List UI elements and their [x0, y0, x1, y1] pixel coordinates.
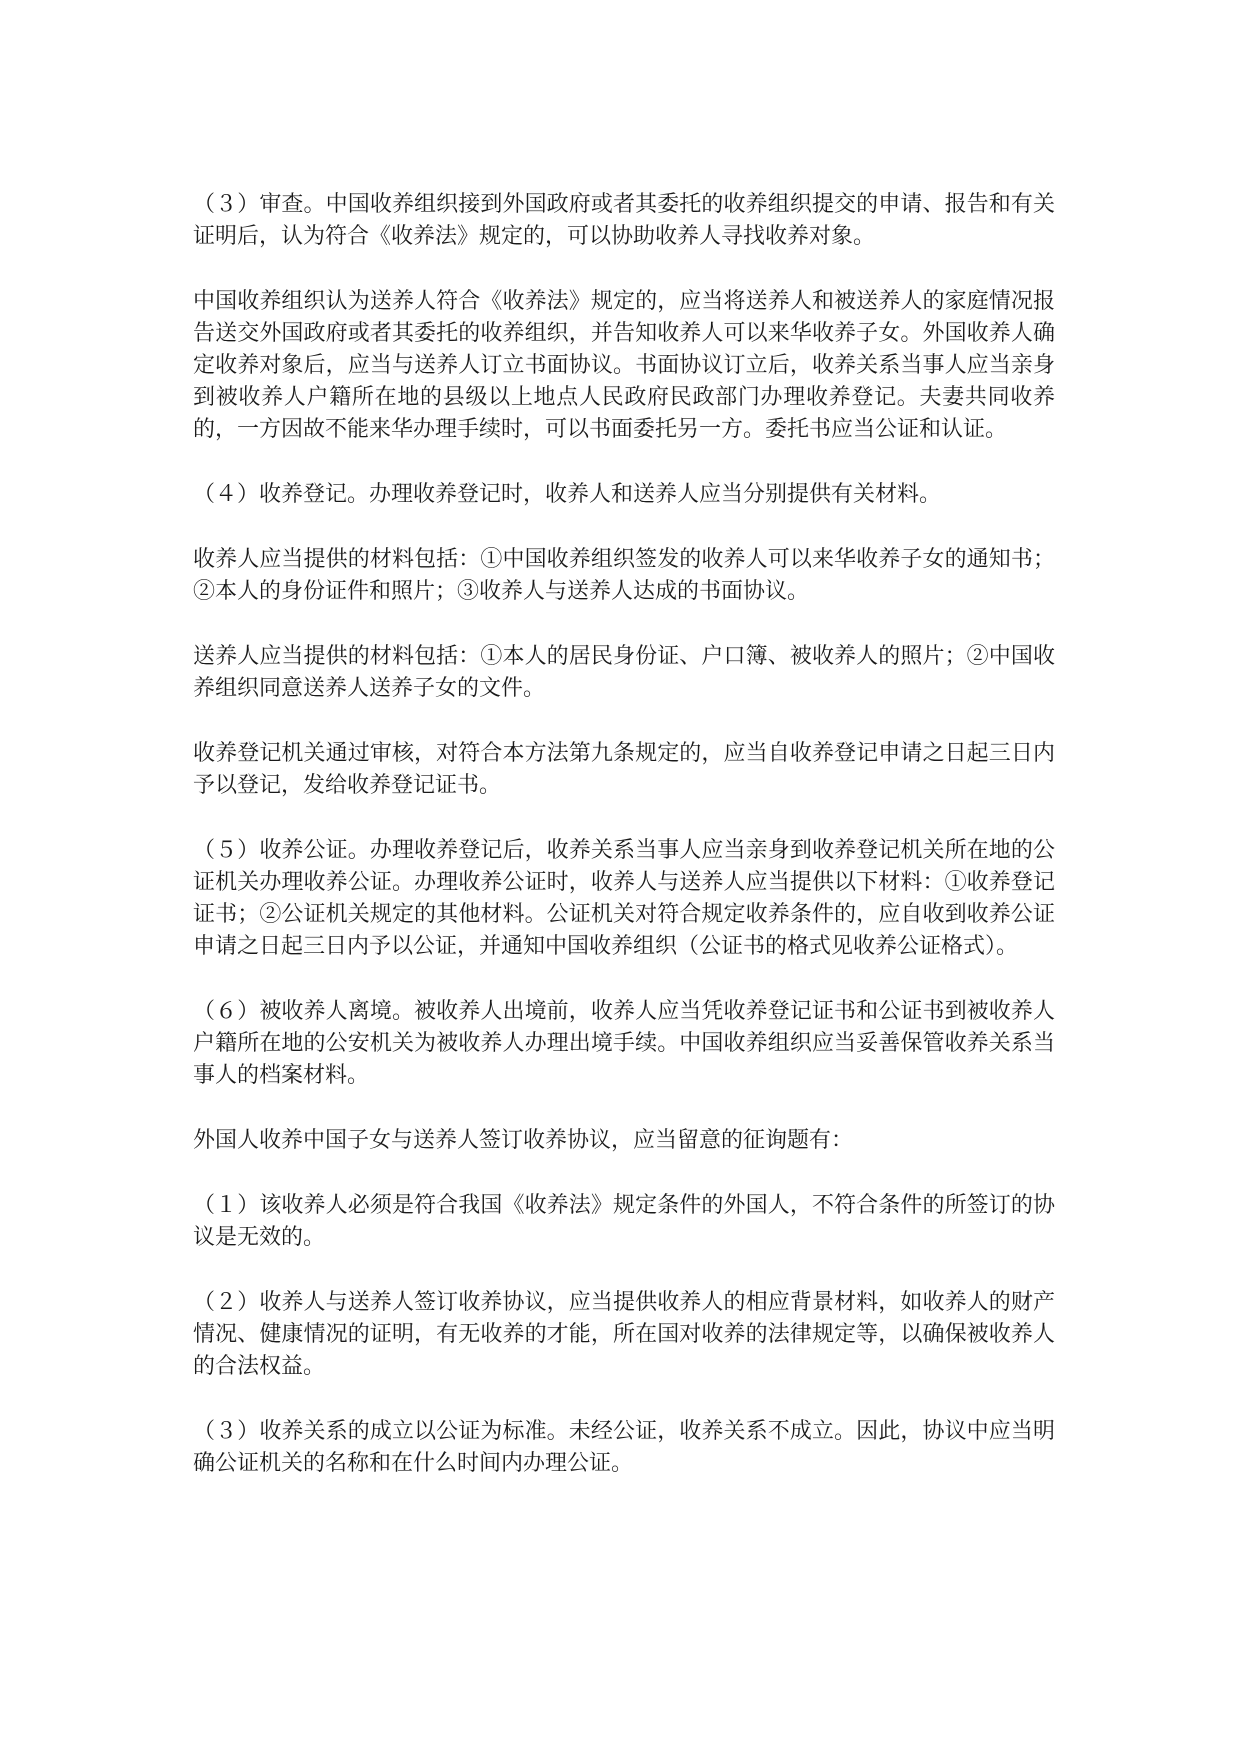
paragraph-registration-review: 收养登记机关通过审核，对符合本方法第九条规定的，应当自收养登记申请之日起三日内予以登记，发给收养登记证书。 [193, 741, 1055, 798]
paragraph-registration: （４）收养登记。办理收养登记时，收养人和送养人应当分别提供有关材料。 [193, 482, 942, 507]
paragraph-note-1: （１）该收养人必须是符合我国《收养法》规定条件的外国人，不符合条件的所签订的协议是无效的。 [193, 1193, 1055, 1250]
paragraph-notarization: （５）收养公证。办理收养登记后，收养关系当事人应当亲身到收养登记机关所在地的公证机关办理收养公证。办理收养公证时，收养人与送养人应当提供以下材料：①收养登记证书；②公证机关规定的其他材料。公证机关对符合规定收养条件的，应自收到收养公证申请之日起三日内予以公证，并通知中国收养组织（公证书的格式见收养公证格式）。 [193, 838, 1055, 959]
paragraph-review: （３）审查。中国收养组织接到外国政府或者其委托的收养组织提交的申请、报告和有关证明后，认为符合《收养法》规定的，可以协助收养人寻找收养对象。 [193, 192, 1055, 249]
paragraph-note-3: （３）收养关系的成立以公证为标准。未经公证，收养关系不成立。因此，协议中应当明确公证机关的名称和在什么时间内办理公证。 [193, 1419, 1055, 1476]
document-body [193, 189, 1055, 1513]
paragraph-note-2: （２）收养人与送养人签订收养协议，应当提供收养人的相应背景材料，如收养人的财产情况、健康情况的证明，有无收养的才能，所在国对收养的法律规定等，以确保被收养人的合法权益。 [193, 1290, 1055, 1379]
paragraph-adopter-materials: 收养人应当提供的材料包括：①中国收养组织签发的收养人可以来华收养子女的通知书；②本人的身份证件和照片；③收养人与送养人达成的书面协议。 [193, 547, 1055, 604]
paragraph-departure: （６）被收养人离境。被收养人出境前，收养人应当凭收养登记证书和公证书到被收养人户籍所在地的公安机关为被收养人办理出境手续。中国收养组织应当妥善保管收养关系当事人的档案材料。 [193, 999, 1055, 1088]
paragraph-org-report: 中国收养组织认为送养人符合《收养法》规定的，应当将送养人和被送养人的家庭情况报告送交外国政府或者其委托的收养组织，并告知收养人可以来华收养子女。外国收养人确定收养对象后，应当与送养人订立书面协议。书面协议订立后，收养关系当事人应当亲身到被收养人户籍所在地的县级以上地点人民政府民政部门办理收养登记。夫妻共同收养的，一方因故不能来华办理手续时，可以书面委托另一方。委托书应当公证和认证。 [193, 289, 1055, 442]
paragraph-agreement-notes: 外国人收养中国子女与送养人签订收养协议，应当留意的征询题有： [193, 1128, 854, 1153]
paragraph-placer-materials: 送养人应当提供的材料包括：①本人的居民身份证、户口簿、被收养人的照片；②中国收养组织同意送养人送养子女的文件。 [193, 644, 1055, 701]
